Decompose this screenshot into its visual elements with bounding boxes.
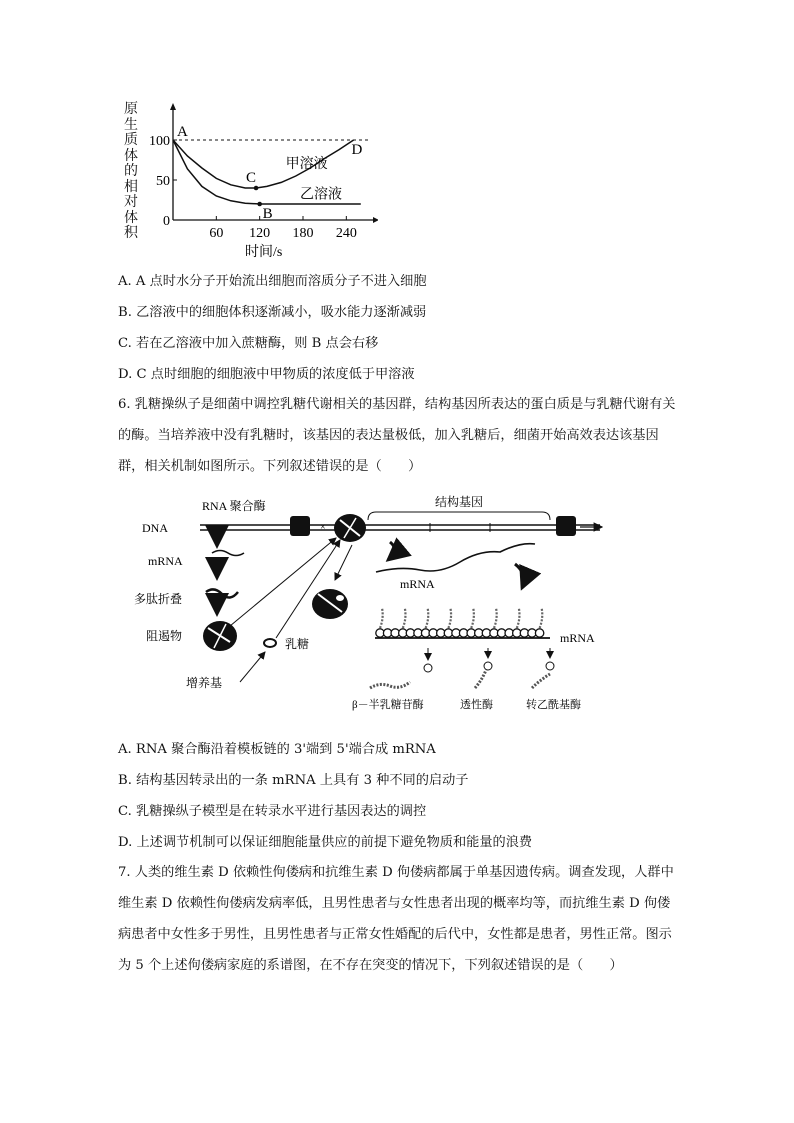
q5-option-d[interactable]: D. C 点时细胞的细胞液中甲物质的浓度低于甲溶液	[118, 367, 415, 382]
enzyme2-label: 透性酶	[460, 699, 493, 711]
structural-gene-label: 结构基因	[435, 495, 484, 509]
dna-strand	[200, 525, 602, 530]
mrna-transcript	[376, 544, 535, 572]
nascent-peptide	[448, 608, 451, 628]
operon-svg	[130, 490, 630, 720]
x-axis-arrow-icon	[373, 217, 378, 223]
nascent-peptide	[517, 608, 520, 628]
y-tick-label: 50	[156, 174, 170, 189]
terminator-block	[556, 516, 576, 536]
polypeptide-label: 多肽折叠	[134, 592, 183, 606]
structural-gene-bracket	[368, 512, 550, 520]
lactose-label: 乳糖	[285, 637, 310, 651]
lactose-icon	[264, 639, 276, 647]
series-label-1: 甲溶液	[285, 157, 328, 172]
point-c	[254, 186, 259, 191]
x-axis-label: 时间/s	[244, 245, 283, 260]
y-tick-label: 100	[149, 134, 170, 149]
y-axis-arrow-icon	[170, 103, 176, 110]
ribosome-row	[376, 608, 544, 637]
point-label-a: A	[177, 124, 188, 140]
q6-option-d[interactable]: D. 上述调节机制可以保证细胞能量供应的前提下避免物质和能量的浪费	[118, 835, 533, 850]
y-axis-label: 原生质体的相对体积	[124, 101, 138, 241]
repressor-label: 阻遏物	[146, 629, 183, 643]
y-tick-label: 0	[163, 214, 170, 229]
lac-operon-diagram	[130, 490, 630, 720]
x-tick-label: 120	[249, 226, 271, 241]
q5-option-a[interactable]: A. A 点时水分子开始流出细胞而溶质分子不进入细胞	[118, 274, 427, 289]
mrna-left-strand	[212, 551, 244, 556]
q7-stem: 7. 人类的维生素 D 依赖性佝偻病和抗维生素 D 佝偻病都属于单基因遗传病。调查发现，人群中维生素 D 依赖性佝偻病发病率低，且男性患者与女性患者出现的概率均等，而抗维生素 D 佝偻病患者中女性多于男性，且男性患者与正常女性婚配的后代中，女性都是患者，男性正常。图示为 5 个上述佝偻病家庭的系谱图，在不存在突变的情况下，下列叙述错误的是（ ）	[118, 865, 674, 973]
enzyme3-label: 转乙酰基酶	[526, 699, 581, 711]
point-b	[257, 202, 262, 207]
x-tick-label: 240	[335, 226, 357, 241]
ribosome-icon	[535, 629, 543, 637]
enzyme1-label: β－半乳糖苷酶	[352, 699, 424, 711]
point-label-d: D	[351, 142, 363, 158]
mrna-mid-label: mRNA	[400, 577, 435, 591]
q5-option-b[interactable]: B. 乙溶液中的细胞体积逐渐减小，吸水能力逐渐减弱	[118, 305, 427, 320]
rna-polymerase-label: RNA 聚合酶	[202, 499, 266, 513]
enzyme-chains	[370, 648, 554, 688]
volume-chart	[118, 100, 378, 260]
q6-option-b[interactable]: B. 结构基因转录出的一条 mRNA 上具有 3 种不同的启动子	[118, 773, 469, 788]
chart-svg	[118, 100, 378, 260]
mrna-right-label: mRNA	[560, 631, 595, 645]
series-label-2: 乙溶液	[300, 187, 343, 203]
dna-label: DNA	[142, 521, 168, 535]
nascent-peptide	[494, 608, 497, 628]
x-tick-label: 60	[209, 226, 224, 241]
point-label-b: B	[262, 206, 273, 222]
nascent-peptide	[426, 608, 429, 628]
repressor-on-dna-icon	[334, 514, 366, 542]
q6-option-c[interactable]: C. 乳糖操纵子模型是在转录水平进行基因表达的调控	[118, 804, 427, 819]
q6-stem: 6. 乳糖操纵子是细菌中调控乳糖代谢相关的基因群，结构基因所表达的蛋白质是与乳糖代谢有关的酶。当培养液中没有乳糖时，该基因的表达量极低，加入乳糖后，细菌开始高效表达该基因群，相关机制如图所示。下列叙述错误的是（ ）	[118, 397, 676, 474]
promoter-block	[290, 516, 310, 536]
repressor-icon	[203, 621, 237, 651]
polypeptide-strand	[206, 589, 238, 597]
x-tick-label: 180	[292, 226, 314, 241]
point-label-c: C	[246, 170, 257, 186]
nascent-peptide	[403, 608, 406, 628]
q5-option-c[interactable]: C. 若在乙溶液中加入蔗糖酶，则 B 点会右移	[118, 336, 379, 351]
repressor-lactose-complex-icon	[312, 589, 348, 619]
nascent-peptide	[471, 608, 474, 628]
blocked-mark-icon: ×	[320, 522, 326, 533]
mrna-left-label: mRNA	[148, 554, 183, 568]
nascent-peptide	[380, 608, 383, 628]
medium-label: 增养基	[186, 676, 223, 690]
nascent-peptide	[540, 608, 543, 628]
q6-option-a[interactable]: A. RNA 聚合酶沿着模板链的 3'端到 5'端合成 mRNA	[118, 742, 436, 757]
